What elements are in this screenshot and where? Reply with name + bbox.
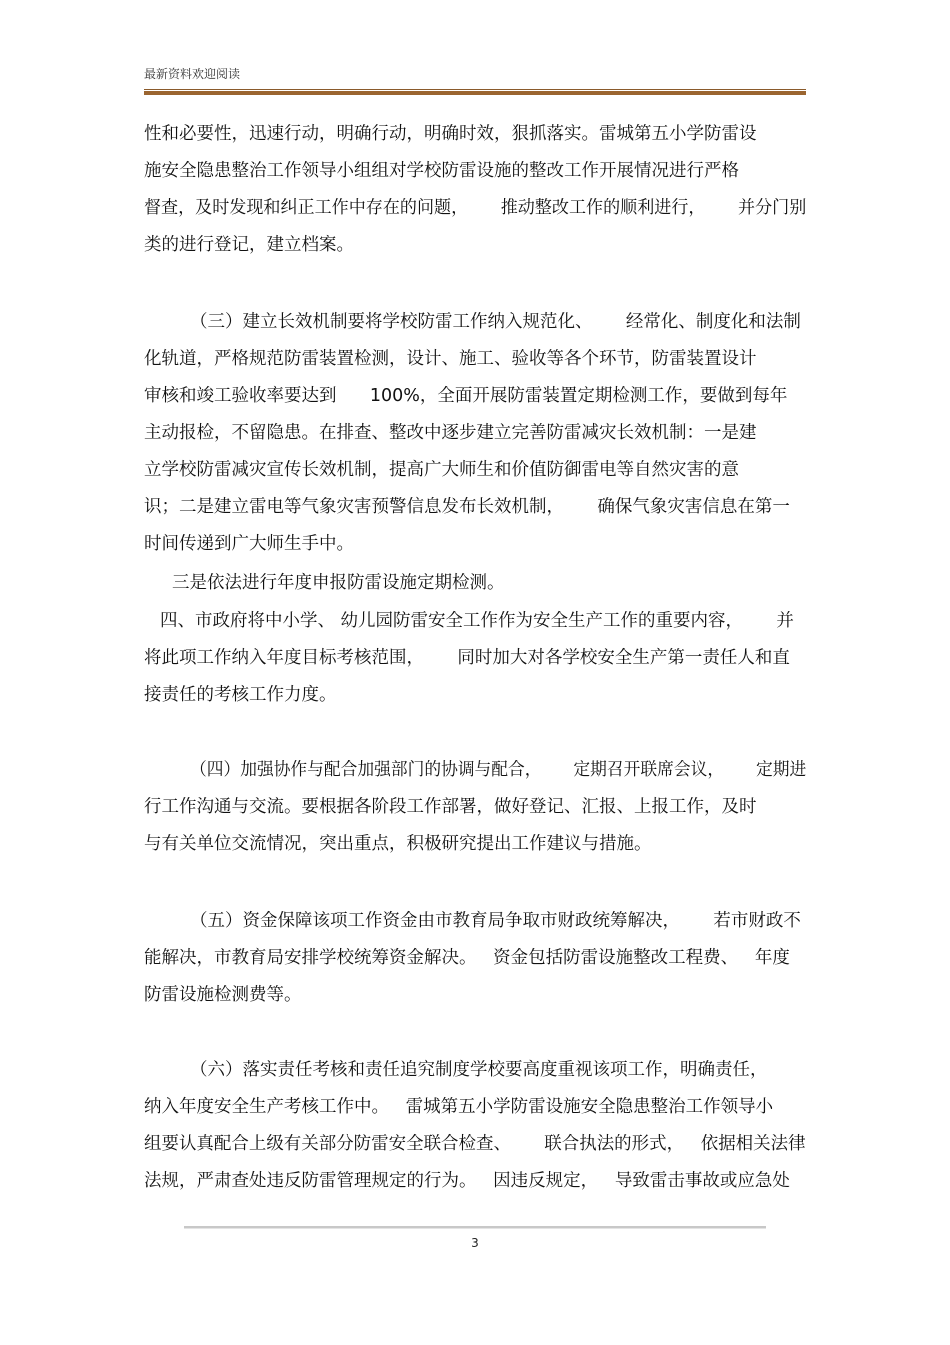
- body-line: 立学校防雷减灾宣传长效机制，提高广大师生和价值防御雷电等自然灾害的意: [144, 460, 739, 480]
- body-line: 类的进行登记，建立档案。: [144, 235, 354, 255]
- body-line: 时间传递到广大师生手中。: [144, 534, 354, 554]
- body-line: 施安全隐患整治工作领导小组组对学校防雷设施的整改工作开展情况进行严格: [144, 161, 739, 181]
- page-number: 3: [471, 1236, 479, 1250]
- body-line: （四）加强协作与配合加强部门的协调与配合， 定期召开联席会议， 定期进: [190, 760, 807, 780]
- body-line: （六）落实责任考核和责任追究制度学校要高度重视该项工作，明确责任，: [190, 1060, 768, 1080]
- body-line: 纳入年度安全生产考核工作中。 雷城第五小学防雷设施安全隐患整治工作领导小: [144, 1097, 774, 1117]
- header-rule-thick: [144, 91, 806, 95]
- body-line: 行工作沟通与交流。要根据各阶段工作部署，做好登记、汇报、上报工作，及时: [144, 797, 757, 817]
- body-line: 防雷设施检测费等。: [144, 985, 302, 1005]
- body-line: 审核和竣工验收率要达到 100%，全面开展防雷装置定期检测工作，要做到每年: [144, 386, 788, 406]
- body-line: 督查，及时发现和纠正工作中存在的问题， 推动整改工作的顺利进行， 并分门别: [144, 198, 807, 218]
- body-line: 接责任的考核工作力度。: [144, 685, 337, 705]
- body-line: （三）建立长效机制要将学校防雷工作纳入规范化、 经常化、制度化和法制: [190, 312, 801, 332]
- body-line: 与有关单位交流情况，突出重点，积极研究提出工作建议与措施。: [144, 834, 652, 854]
- header-rule-thin: [144, 89, 806, 90]
- body-line: 识；二是建立雷电等气象灾害预警信息发布长效机制， 确保气象灾害信息在第一: [144, 497, 790, 517]
- footer-rule-shadow: [184, 1228, 766, 1229]
- body-line: 主动报检，不留隐患。在排查、整改中逐步建立完善防雷减灾长效机制：一是建: [144, 423, 757, 443]
- body-line: 将此项工作纳入年度目标考核范围， 同时加大对各学校安全生产第一责任人和直: [144, 648, 790, 668]
- body-line: 四、市政府将中小学、 幼儿园防雷安全工作作为安全生产工作的重要内容， 并: [160, 611, 794, 631]
- page-header-text: 最新资料欢迎阅读: [144, 67, 241, 81]
- body-line: （五）资金保障该项工作资金由市教育局争取市财政统筹解决， 若市财政不: [190, 911, 801, 931]
- body-line: 能解决，市教育局安排学校统筹资金解决。 资金包括防雷设施整改工程费、 年度: [144, 948, 790, 968]
- body-line: 化轨道，严格规范防雷装置检测，设计、施工、验收等各个环节，防雷装置设计: [144, 349, 757, 369]
- body-line: 法规，严肃查处违反防雷管理规定的行为。 因违反规定， 导致雷击事故或应急处: [144, 1171, 790, 1191]
- body-line: 组要认真配合上级有关部分防雷安全联合检查、 联合执法的形式， 依据相关法律: [144, 1134, 806, 1154]
- body-line: 三是依法进行年度申报防雷设施定期检测。: [172, 573, 505, 593]
- body-line: 性和必要性，迅速行动，明确行动，明确时效，狠抓落实。雷城第五小学防雷设: [144, 124, 757, 144]
